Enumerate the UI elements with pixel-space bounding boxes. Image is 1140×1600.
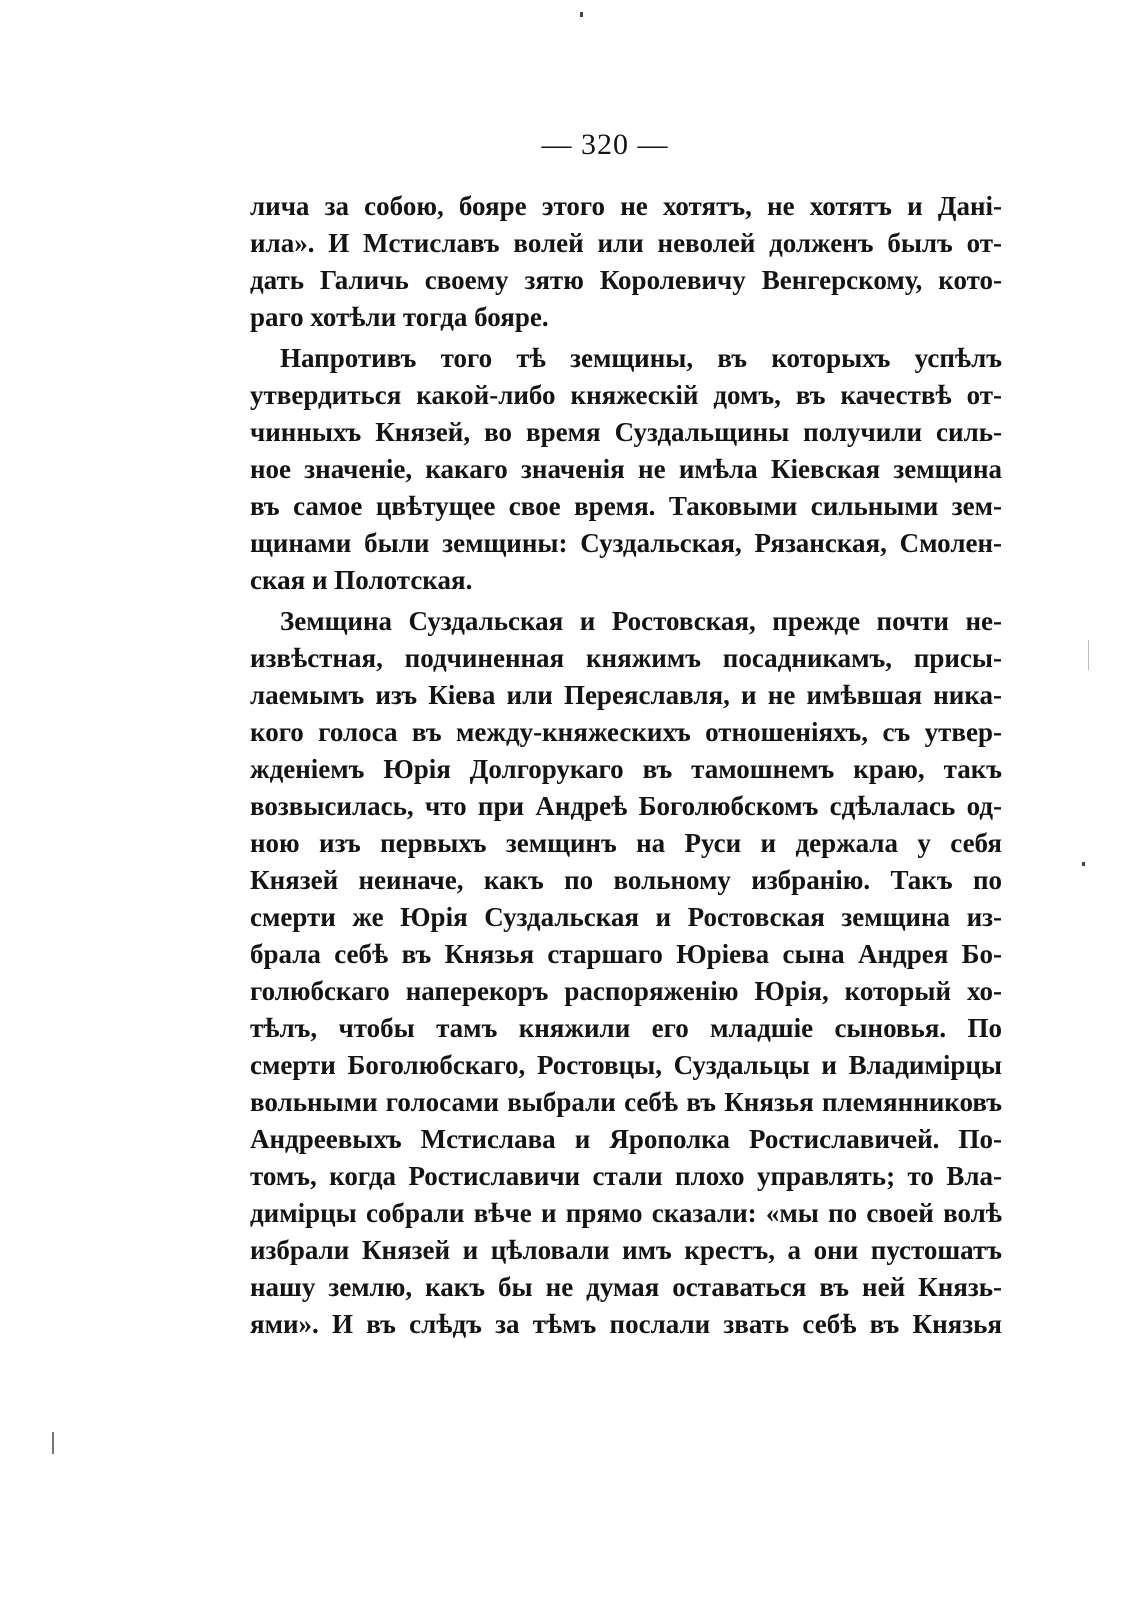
text-line: щинами были земщины: Суздальская, Рязанская, Смолен-	[250, 528, 1002, 558]
text-line: смерти Боголюбскаго, Ростовцы, Суздальцы и Владимірцы	[250, 1050, 1002, 1080]
text-line: ною изъ первыхъ земщинъ на Руси и держала у себя	[250, 828, 1002, 858]
text-line: избрали Князей и цѣловали имъ крестъ, а они пустошатъ	[250, 1235, 1002, 1265]
text-line: нашу землю, какъ бы не думая оставаться въ ней Князь-	[250, 1272, 1002, 1302]
text-line: голюбскаго наперекоръ распоряженію Юрія, который хо-	[250, 976, 1002, 1006]
scan-mark	[1088, 640, 1089, 670]
ink-speck	[580, 12, 583, 17]
text-line: чинныхъ Князей, во время Суздальщины получили силь-	[250, 417, 1002, 447]
text-line: брала себѣ въ Князья старшаго Юріева сына Андрея Бо-	[250, 939, 1002, 969]
text-line: въ самое цвѣтущее свое время. Таковыми сильными зем-	[250, 491, 1002, 521]
text-line: смерти же Юрія Суздальская и Ростовская земщина из-	[250, 902, 1002, 932]
text-line: томъ, когда Ростиславичи стали плохо управлять; то Вла-	[250, 1161, 1002, 1191]
text-line: Андреевыхъ Мстислава и Ярополка Ростиславичей. По-	[250, 1124, 1002, 1154]
text-line: тѣлъ, чтобы тамъ княжили его младшіе сыновья. По	[250, 1013, 1002, 1043]
text-line: димірцы собрали вѣче и прямо сказали: «мы по своей волѣ	[250, 1198, 1002, 1228]
text-line: утвердиться какой-либо княжескій домъ, въ качествѣ от-	[250, 380, 1002, 410]
text-line: возвысилась, что при Андреѣ Боголюбскомъ сдѣлалась од-	[250, 791, 1002, 821]
text-line: Земщина Суздальская и Ростовская, прежде почти не-	[280, 606, 1002, 636]
text-line: лича за собою, бояре этого не хотятъ, не хотятъ и Дані-	[250, 191, 1002, 221]
text-line: кого голоса въ между-княжескихъ отношеніяхъ, съ утвер-	[250, 717, 1002, 747]
text-line: ями». И въ слѣдъ за тѣмъ послали звать себѣ въ Князья	[250, 1309, 1002, 1339]
body-text	[250, 188, 1002, 1343]
text-line: ская и Полотская.	[250, 565, 473, 595]
text-line: ила». И Мстиславъ волей или неволей долженъ былъ от-	[250, 228, 1002, 258]
text-line: лаемымъ изъ Кіева или Переяславля, и не имѣвшая ника-	[250, 680, 1002, 710]
text-line: вольными голосами выбрали себѣ въ Князья племянниковъ	[250, 1087, 1002, 1117]
text-line: Князей неиначе, какъ по вольному избранію. Такъ по	[250, 865, 1002, 895]
text-line: раго хотѣли тогда бояре.	[250, 302, 549, 332]
text-line: жденіемъ Юрія Долгорукаго въ тамошнемъ краю, такъ	[250, 754, 1002, 784]
ink-speck	[1082, 862, 1085, 866]
text-line: дать Галичь своему зятю Королевичу Венгерскому, кото-	[250, 265, 1002, 295]
page-number: — 320 —	[541, 128, 669, 161]
text-line: извѣстная, подчиненная княжимъ посадникамъ, присы-	[250, 643, 1002, 673]
text-line: ное значеніе, какаго значенія не имѣла Кіевская земщина	[250, 454, 1002, 484]
text-line: Напротивъ того тѣ земщины, въ которыхъ успѣлъ	[280, 343, 1002, 373]
scan-mark	[52, 1432, 54, 1454]
